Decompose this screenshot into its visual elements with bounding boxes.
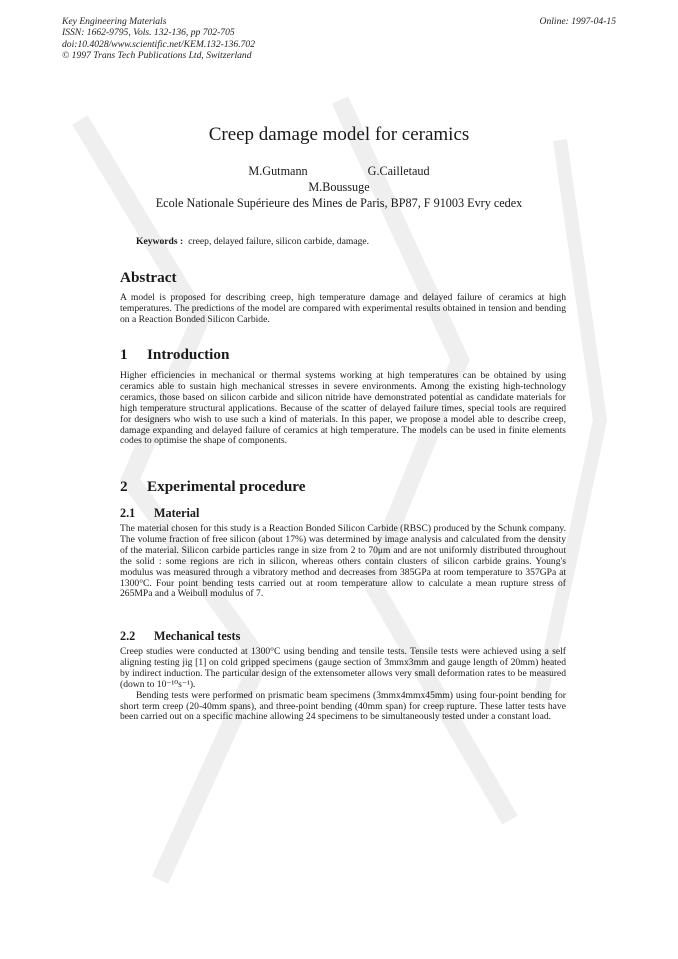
material-text: The material chosen for this study is a Reaction Bonded Silicon Carbide (RBSC) produced by the Schunk company. The volume fraction of free silicon (about 17%) was determined by image analysis and calculated from the density of the material. Silicon carbide particles range in size from 2 to 70μm and are not uniformly distributed throughout the solid : some regions are rich in silicon, whereas others contain clusters of silicon carbide grains. Young's modulus was measured through a vibratory method and decreases from 385GPa at room temperature to 357GPa at 1300°C. Four point bending tests carried out at room temperature allow to calculate a mean rupture stress of 265MPa and a Weibull modulus of 7.: [120, 523, 566, 600]
issn-line: ISSN: 1662-9795, Vols. 132-136, pp 702-705: [62, 27, 235, 39]
section-title: Introduction: [147, 346, 230, 363]
introduction-section: [120, 346, 566, 447]
keywords-label: Keywords :: [136, 236, 184, 247]
introduction-text: Higher efficiencies in mechanical or thermal systems working at high temperatures can be obtained by using ceramics able to sustain high mechanical stresses in severe environments. Among the existing high-technology ceramics, those based on silicon carbide and silicon nitride have demonstrated potential as candidate materials for high temperature structural applications. Because of the scatter of delayed failure times, special tools are required for designers who wish to use such a kind of materials. In this paper, we propose a model able to describe creep, damage expanding and delayed failure of ceramics at high temperature. The models can be used in finite elements codes to optimise the shape of components.: [120, 370, 566, 447]
abstract-heading: Abstract: [120, 269, 177, 286]
mechanical-tests-subsection: [120, 629, 566, 723]
author-name: M.Boussuge: [308, 180, 370, 194]
author-name: M.Gutmann: [248, 164, 308, 178]
experimental-section: [120, 478, 566, 496]
material-subsection: [120, 506, 566, 600]
section-heading: [120, 478, 566, 496]
author-name: G.Cailletaud: [367, 164, 430, 178]
subsection-number: 2.2: [120, 629, 136, 643]
section-heading: [120, 346, 566, 364]
section-number: 2: [120, 478, 128, 495]
paper-title: Creep damage model for ceramics: [208, 124, 470, 145]
subsection-heading: [120, 629, 566, 644]
section-title: Experimental procedure: [147, 478, 306, 495]
keywords-line: [136, 236, 369, 247]
copyright-line: © 1997 Trans Tech Publications Ltd, Switzerland: [62, 49, 252, 61]
mechanical-tests-text: Bending tests were performed on prismatic beam specimens (3mmx4mmx45mm) using four-point bending for short term creep (20-40mm spans), and three-point bending (40mm span) for creep rupture. These latter tests have been carried out on a specific machine allowing 24 specimens to be simultaneously tested under a constant load.: [120, 689, 566, 723]
journal-header: [62, 16, 255, 61]
subsection-title: Material: [154, 506, 200, 520]
keywords-text: creep, delayed failure, silicon carbide, damage.: [188, 236, 370, 247]
online-date: Online: 1997-04-15: [539, 16, 616, 27]
abstract-text: A model is proposed for describing creep, high temperature damage and delayed failure of ceramics at high temperatures. The predictions of the model are compared with experimental results obtained in tension and bending on a Reaction Bonded Silicon Carbide.: [120, 292, 566, 325]
section-number: 1: [120, 346, 128, 363]
author-block: [0, 163, 678, 211]
mechanical-tests-text: Creep studies were conducted at 1300°C using bending and tensile tests. Tensile tests were achieved using a self aligning testing jig [1] on cold gripped specimens (gauge section of 3mmx3mm and gauge length of 20mm) heated by indirect induction. The particular design of the extensometer allows very small deformation rates to be measured (down to 10⁻¹⁰s⁻¹).: [120, 646, 566, 690]
doi-link[interactable]: doi:10.4028/www.scientific.net/KEM.132-136.702: [62, 38, 256, 50]
subsection-title: Mechanical tests: [154, 629, 241, 643]
affiliation: Ecole Nationale Supérieure des Mines de Paris, BP87, F 91003 Evry cedex: [155, 196, 523, 210]
journal-name: Key Engineering Materials: [62, 16, 167, 27]
subsection-number: 2.1: [120, 506, 136, 520]
subsection-heading: [120, 506, 566, 521]
abstract-section: [120, 269, 566, 326]
